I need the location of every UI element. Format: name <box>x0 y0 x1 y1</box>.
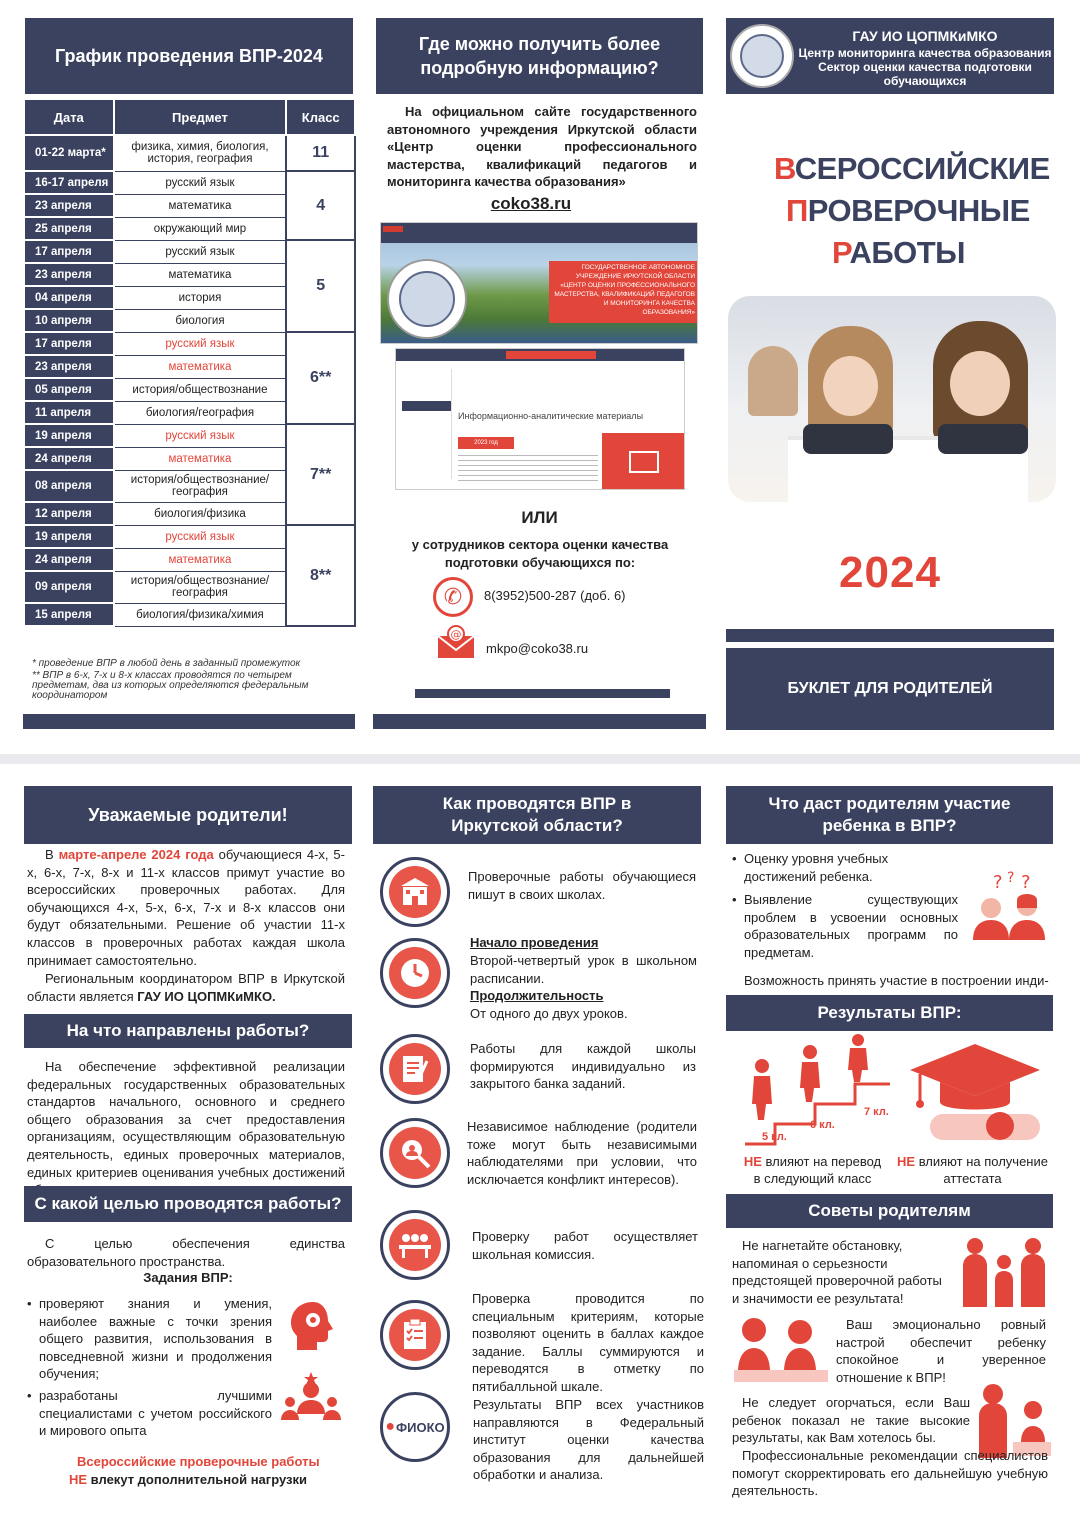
grade-cell: 6** <box>286 332 355 424</box>
how-item-commission: Проверку работ осуществляет школьная комиссия. <box>472 1229 698 1262</box>
col-header-subject: Предмет <box>114 99 287 135</box>
table-row <box>24 135 355 171</box>
svg-text:?: ? <box>1021 872 1031 893</box>
title-line-1: СЕРОССИЙСКИЕ <box>794 151 1050 186</box>
col-header-grade: Класс <box>286 99 355 135</box>
date-cell: 24 апреля <box>24 548 114 571</box>
date-cell: 23 апреля <box>24 194 114 217</box>
date-cell: 12 апреля <box>24 502 114 525</box>
table-row <box>24 525 355 548</box>
fioko-logo: ● ФИОКО <box>380 1392 450 1462</box>
grade-cell: 4 <box>286 171 355 240</box>
how-item-observers: Независимое наблюдение (родители тоже могут быть независимыми наблюдателями при условии, что исключается конфликт интересов). <box>467 1119 697 1187</box>
aim-title: На что направлены работы? <box>24 1014 352 1048</box>
dates-highlight: марте-апреле 2024 года <box>58 847 214 862</box>
brain-head-icon <box>285 1298 341 1354</box>
subject-cell: русский язык <box>114 332 287 355</box>
date-cell: 04 апреля <box>24 286 114 309</box>
org-line2: Центр мониторинга качества образования <box>798 46 1052 60</box>
org-logo <box>730 24 794 88</box>
schedule-note-2: ** ВПР в 6-х, 7-х и 8-х классах проводятся по четырем предметам, два из которых определяются федеральным координатором <box>32 670 309 701</box>
schedule-title: График проведения ВПР-2024 <box>25 18 353 94</box>
fioko-text: ФИОКО <box>396 1419 445 1435</box>
step-label-7: 7 кл. <box>864 1106 889 1118</box>
website-screenshot-main <box>380 222 698 344</box>
email-icon <box>436 624 476 660</box>
cover-title <box>726 148 1054 274</box>
col-header-date: Дата <box>24 99 114 135</box>
parents-coordinator: Региональным координатором ВПР в Иркутской области является ГАУ ИО ЦОПМКиМКО. <box>27 971 345 1004</box>
schedule-table <box>23 98 356 627</box>
table-header-row <box>24 99 355 135</box>
info-text: На официальном сайте государственного автономного учреждения Иркутской области «Центр оценки профессионального мастерства, квалификаций педагогов и мониторинга качества образования» <box>387 104 697 189</box>
booklet-label: БУКЛЕТ ДЛЯ РОДИТЕЛЕЙ <box>726 648 1054 730</box>
goal-text: С целью обеспечения единства образовательного пространства. <box>27 1236 345 1269</box>
tip-item-4: Профессиональные рекомендации специалистов помогут скорректировать его дальнейшую учебную деятельность. <box>732 1448 1048 1499</box>
subject-cell: русский язык <box>114 525 287 548</box>
table-row <box>24 332 355 355</box>
grade-cell: 11 <box>286 135 355 171</box>
presentation-icon <box>602 433 685 490</box>
phone-icon: ✆ <box>433 577 473 617</box>
title-initial-v: В <box>774 151 795 186</box>
org-line3: Сектор оценки качества подготовки обучающихся <box>818 60 1032 88</box>
cover-photo-children <box>728 296 1056 502</box>
result-not-transfer: НЕ влияют на перевод в следующий класс <box>743 1154 882 1186</box>
coordinator-name: ГАУ ИО ЦОПМКиМКО. <box>137 988 276 1004</box>
grade-cell: 5 <box>286 240 355 332</box>
cover-divider-bar <box>726 629 1054 642</box>
schedule-bottom-bar <box>23 714 355 729</box>
subject-cell: история/обществознание/ география <box>114 571 287 603</box>
svg-text:?: ? <box>993 872 1003 893</box>
footer-line-2: НЕ влекут дополнительной нагрузки <box>69 1472 307 1487</box>
info-title: Где можно получить более подробную информацию? <box>376 18 703 94</box>
subject-cell: биология/физика <box>114 502 287 525</box>
benefit-list <box>732 850 958 962</box>
svg-text:@: @ <box>450 628 462 641</box>
task-item-2: • разработаны лучшими специалистами с учетом российского и мирового опыта <box>27 1387 272 1440</box>
info-site-link[interactable]: coko38.ru <box>490 194 572 213</box>
commission-icon <box>380 1210 450 1280</box>
duration-text: От одного до двух уроков. <box>470 1006 628 1021</box>
graduation-cap-diploma-icon <box>900 1040 1050 1150</box>
duration-label: Продолжительность <box>470 988 604 1003</box>
website-banner: ГОСУДАРСТВЕННОЕ АВТОНОМНОЕ УЧРЕЖДЕНИЕ ИРКУТСКОЙ ОБЛАСТИ «ЦЕНТР ОЦЕНКИ ПРОФЕССИОНАЛЬНОГО МАСТЕРСТВА, КВАЛИФИКАЦИЙ ПЕДАГОГОВ И МОНИТОРИНГА КАЧЕСТВА ОБРАЗОВАНИЯ» <box>549 261 698 323</box>
how-item-schools: Проверочные работы обучающиеся пишут в своих школах. <box>468 869 696 902</box>
subject-cell: история/обществознание/ география <box>114 470 287 502</box>
how-title: Как проводятся ВПР в Иркутской области? <box>373 786 701 844</box>
date-cell: 01-22 марта* <box>24 135 114 171</box>
date-cell: 16-17 апреля <box>24 171 114 194</box>
website-year-button: 2023 год <box>458 437 514 449</box>
cover-header <box>726 18 1054 94</box>
email-address[interactable]: mkpo@coko38.ru <box>486 641 589 656</box>
table-row <box>24 424 355 447</box>
task-bank-icon <box>380 1034 450 1104</box>
kids-studying-icon <box>732 1312 830 1384</box>
benefit-item-3: Возможность принять участие в построении инди- <box>744 973 1049 988</box>
phone-number[interactable]: 8(3952)500-287 (доб. 6) <box>484 588 626 603</box>
subject-cell: математика <box>114 548 287 571</box>
info-divider-bar <box>415 689 670 698</box>
tip-item-3: Не следует огорчаться, если Ваш ребенок показал не такие высокие результаты, как Вам хотелось бы. <box>732 1395 970 1446</box>
subject-cell: математика <box>114 447 287 470</box>
schedule-note-1: * проведение ВПР в любой день в заданный промежуток <box>32 658 301 669</box>
website-heading: Информационно-аналитические материалы <box>458 411 644 421</box>
subject-cell: биология <box>114 309 287 332</box>
tips-title: Советы родителям <box>726 1194 1053 1228</box>
benefit-item-1: • Оценку уровня учебных достижений ребенка. <box>732 850 958 885</box>
checklist-icon <box>380 1300 450 1370</box>
title-line-2: РОВЕРОЧНЫЕ <box>807 193 1030 228</box>
parents-intro: В марте-апреле 2024 года обучающиеся 4-х, 5-х, 6-х, 7-х, 8-х и 11-х классов примут участие во всероссийских проверочных работах. Для обучающихся 4-х, 5-х, 6-х, 7-х и 8-х классов они будут обязательными. Решение об участии 11-х классов в проверочных работах каждая школа принимает самостоятельно. <box>27 847 345 968</box>
result-not-certificate: НЕ влияют на получение аттестата <box>897 1154 1048 1186</box>
subject-cell: русский язык <box>114 240 287 263</box>
subject-cell: история <box>114 286 287 309</box>
how-item-task-bank: Работы для каждой школы формируются индивидуально из закрытого банка заданий. <box>470 1041 696 1091</box>
cover-year: 2024 <box>839 548 941 597</box>
team-icon <box>280 1372 342 1426</box>
parents-title: Уважаемые родители! <box>24 786 352 844</box>
tasks-title: Задания ВПР: <box>143 1270 233 1285</box>
start-label: Начало проведения <box>470 935 599 950</box>
contact-text: у сотрудников сектора оценки качества подготовки обучающихся по: <box>411 537 669 570</box>
thinking-parents-icon <box>963 870 1053 940</box>
subject-cell: русский язык <box>114 171 287 194</box>
title-initial-r: Р <box>832 235 850 270</box>
subject-cell: математика <box>114 355 287 378</box>
date-cell: 19 апреля <box>24 525 114 548</box>
benefit-title: Что даст родителям участие ребенка в ВПР? <box>726 786 1053 844</box>
date-cell: 11 апреля <box>24 401 114 424</box>
date-cell: 23 апреля <box>24 355 114 378</box>
info-bottom-bar <box>373 714 706 729</box>
subject-cell: физика, химия, биология, история, география <box>114 135 287 171</box>
schedule-body <box>24 135 355 626</box>
date-cell: 24 апреля <box>24 447 114 470</box>
how-item-results: Результаты ВПР всех участников направляются в Федеральный институт оценки качества образования для дальнейшей обработки и анализа. <box>473 1397 704 1482</box>
step-label-6: 6 кл. <box>810 1119 835 1131</box>
tip-item-2: Ваш эмоционально ровный настрой обеспечит ребенку спокойное и уверенное отношение к ВПР! <box>836 1317 1046 1385</box>
subject-cell: русский язык <box>114 424 287 447</box>
table-row <box>24 171 355 194</box>
date-cell: 17 апреля <box>24 332 114 355</box>
svg-text:?: ? <box>1007 870 1015 886</box>
date-cell: 10 апреля <box>24 309 114 332</box>
aim-text: На обеспечение эффективной реализации федеральных государственных образовательных стандартов начального, основного и среднего общего образования за счет предоставления организациям, осуществляющим образовательную деятельность, единых проверочных материалов, единых критериев оценивания учебных достижений <box>27 1059 345 1180</box>
website-screenshot-materials <box>395 348 685 490</box>
date-cell: 19 апреля <box>24 424 114 447</box>
title-initial-p: П <box>786 193 808 228</box>
results-title: Результаты ВПР: <box>726 995 1053 1031</box>
how-item-criteria: Проверка проводится по специальным критериям, которые позволяют оценить в баллах каждое задание. Баллы суммируются и переводятся в отметку по пятибалльной шкале. <box>472 1291 704 1394</box>
subject-cell: биология/физика/химия <box>114 603 287 626</box>
date-cell: 08 апреля <box>24 470 114 502</box>
tip-item-1: Не нагнетайте обстановку, напоминая о серьезности предстоящей проверочной работы и значимости ее результата! <box>732 1238 942 1306</box>
website-logo-icon <box>387 259 467 339</box>
subject-cell: биология/география <box>114 401 287 424</box>
subject-cell: окружающий мир <box>114 217 287 240</box>
step-label-5: 5 кл. <box>762 1131 787 1143</box>
task-item-1: • проверяют знания и умения, наиболее важные с точки зрения общего развития, использования в повседневной жизни и продолжения обучения; <box>27 1295 272 1383</box>
benefit-item-2: • Выявление существующих проблем в усвоении основных образовательных программ по предметам. <box>732 891 958 961</box>
table-row <box>24 240 355 263</box>
grade-cell: 8** <box>286 525 355 626</box>
family-icon <box>955 1232 1053 1307</box>
or-label: ИЛИ <box>521 508 558 527</box>
footer-line-1: Всероссийские проверочные работы <box>77 1454 320 1469</box>
grade-cell: 7** <box>286 424 355 525</box>
date-cell: 05 апреля <box>24 378 114 401</box>
clock-icon <box>380 938 450 1008</box>
goal-title: С какой целью проводятся работы? <box>24 1186 352 1222</box>
subject-cell: история/обществознание <box>114 378 287 401</box>
date-cell: 15 апреля <box>24 603 114 626</box>
org-name: ГАУ ИО ЦОПМКиМКО <box>852 28 998 44</box>
date-cell: 17 апреля <box>24 240 114 263</box>
school-icon <box>380 857 450 927</box>
start-text: Второй-четвертый урок в школьном расписании. <box>470 953 697 986</box>
date-cell: 23 апреля <box>24 263 114 286</box>
date-cell: 25 апреля <box>24 217 114 240</box>
observer-icon <box>380 1118 450 1188</box>
page-separator <box>0 754 1080 764</box>
tasks-list <box>27 1295 272 1440</box>
title-line-3: АБОТЫ <box>849 235 966 270</box>
date-cell: 09 апреля <box>24 571 114 603</box>
subject-cell: математика <box>114 263 287 286</box>
subject-cell: математика <box>114 194 287 217</box>
